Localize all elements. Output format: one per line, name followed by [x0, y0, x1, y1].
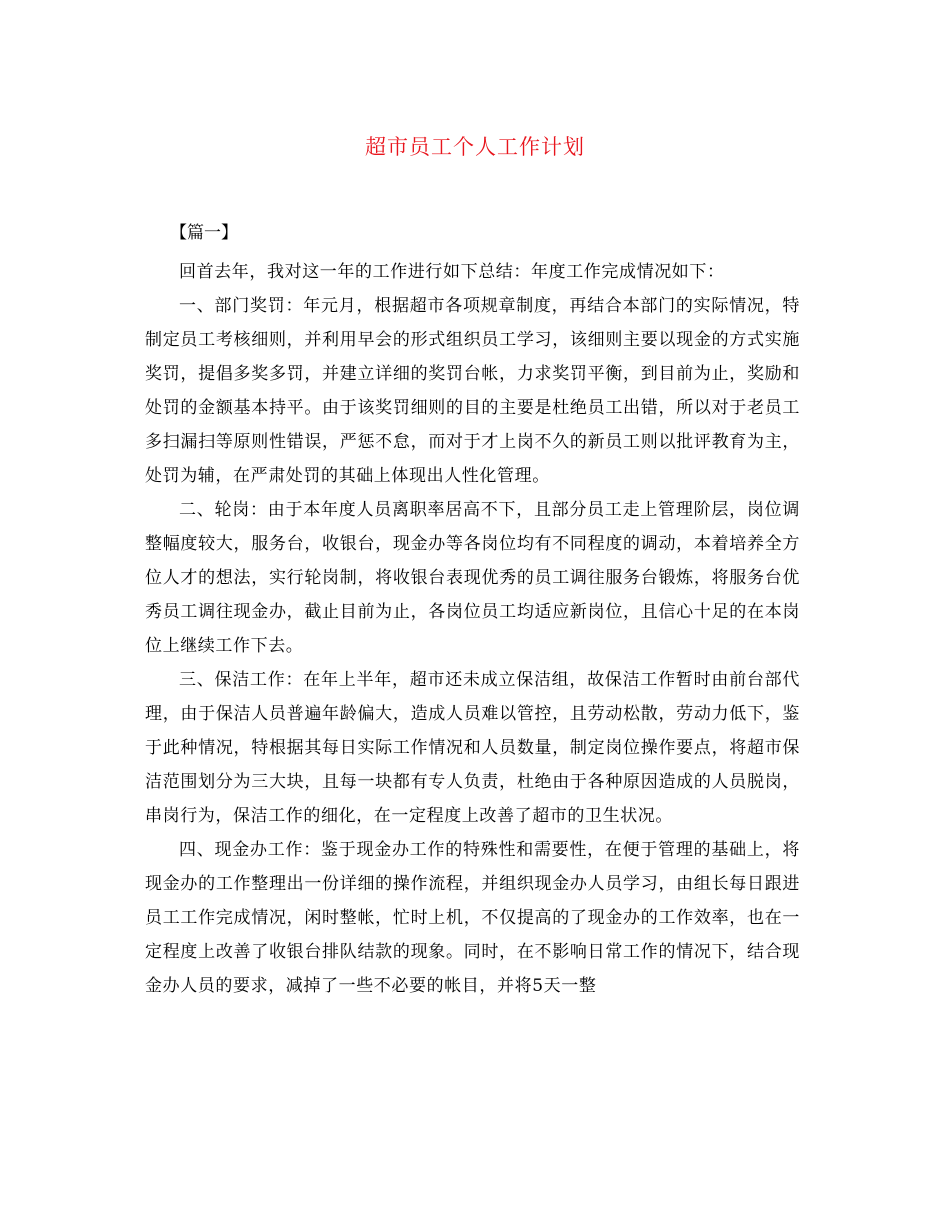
- document-body: [145, 255, 800, 1003]
- paragraph-intro: 回首去年，我对这一年的工作进行如下总结：年度工作完成情况如下：: [179, 262, 725, 282]
- paragraph-cleaning-work: 三、保洁工作：在年上半年，超市还未成立保洁组，故保洁工作暂时由前台部代理，由于保洁人员普遍年龄偏大，造成人员难以管控，且劳动松散，劳动力低下，鉴于此种情况，特根据其每日实际工作情况和人员数量，制定岗位操作要点，将超市保洁范围划分为三大块，且每一块都有专人负责，杜绝由于各种原因造成的人员脱岗，串岗行为，保洁工作的细化，在一定程度上改善了超市的卫生状况。: [145, 670, 800, 826]
- paragraph-rewards-penalties: 一、部门奖罚：年元月，根据超市各项规章制度，再结合本部门的实际情况，特制定员工考核细则，并利用早会的形式组织员工学习，该细则主要以现金的方式实施奖罚，提倡多奖多罚，并建立详细的奖罚台帐，力求奖罚平衡，到目前为止，奖励和处罚的金额基本持平。由于该奖罚细则的目的主要是杜绝员工出错，所以对于老员工多扫漏扫等原则性错误，严惩不怠，而对于才上岗不久的新员工则以批评教育为主，处罚为辅，在严肃处罚的其础上体现出人性化管理。: [145, 296, 800, 486]
- document-title: 超市员工个人工作计划: [365, 135, 585, 159]
- paragraph-cash-office: 四、现金办工作：鉴于现金办工作的特殊性和需要性，在便于管理的基础上，将现金办的工作整理出一份详细的操作流程，并组织现金办人员学习，由组长每日跟进员工工作完成情况，闲时整帐，忙时上机，不仅提高的了现金办的工作效率，也在一定程度上改善了收银台排队结款的现象。同时，在不影响日常工作的情况下，结合现金办人员的要求，减掉了一些不必要的帐目，并将5天一整: [145, 840, 800, 996]
- paragraph-job-rotation: 二、轮岗：由于本年度人员离职率居高不下，且部分员工走上管理阶层，岗位调整幅度较大，服务台，收银台，现金办等各岗位均有不同程度的调动，本着培养全方位人才的想法，实行轮岗制，将收银台表现优秀的员工调往服务台锻炼，将服务台优秀员工调往现金办，截止目前为止，各岗位员工均适应新岗位，且信心十足的在本岗位上继续工作下去。: [145, 500, 800, 656]
- section-heading: 【篇一】: [170, 223, 238, 243]
